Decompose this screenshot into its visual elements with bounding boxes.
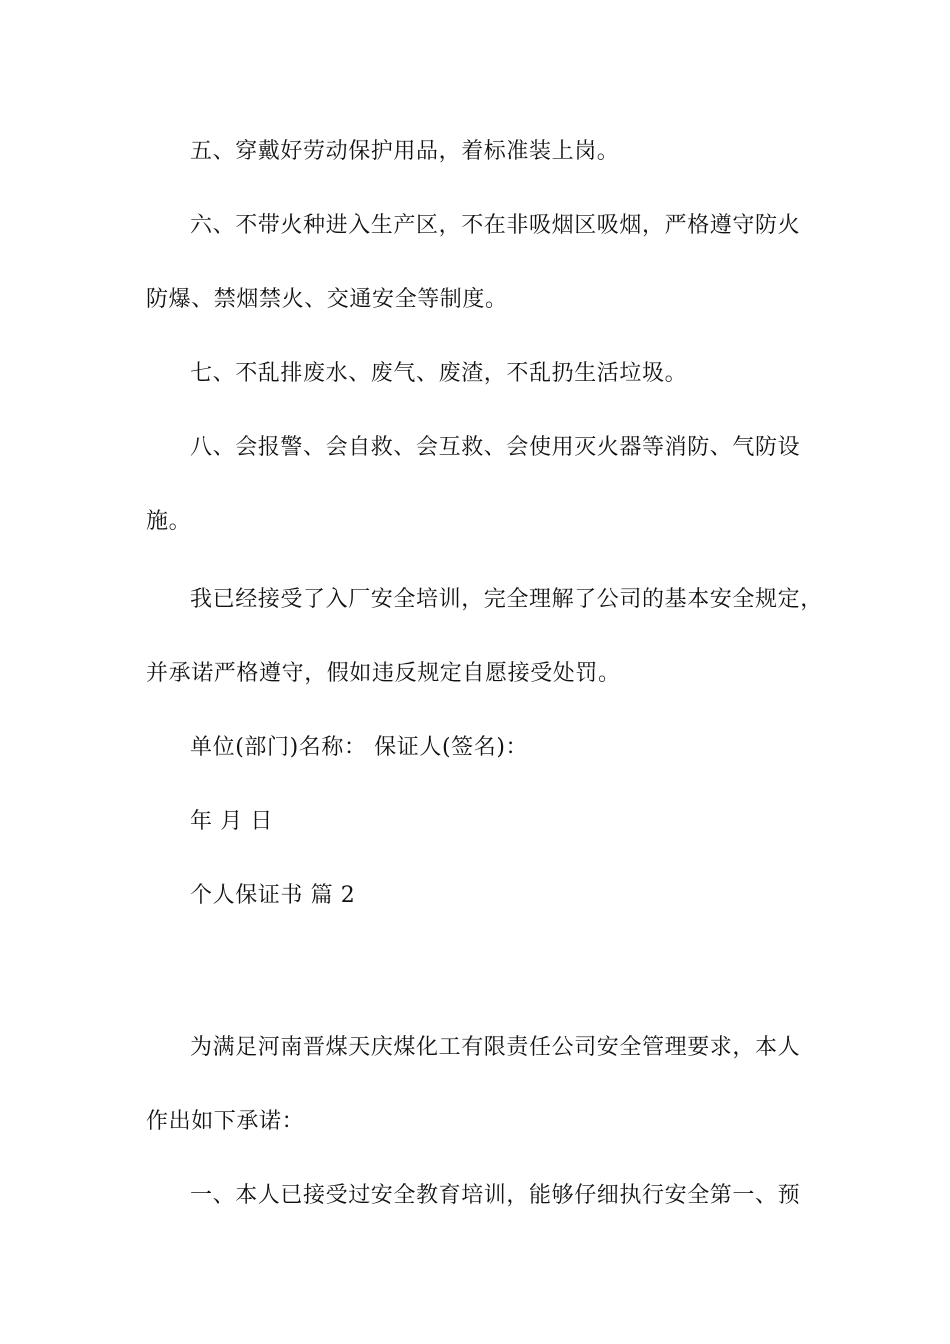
paragraph-line: 六、不带火种进入生产区，不在非吸烟区吸烟，严格遵守防火 xyxy=(190,213,801,238)
paragraph-line: 八、会报警、会自救、会互救、会使用灭火器等消防、气防设 xyxy=(190,435,801,460)
paragraph-line: 施。 xyxy=(146,509,192,534)
paragraph-line: 一、本人已接受过安全教育培训，能够仔细执行安全第一、预 xyxy=(190,1183,801,1208)
paragraph-line: 并承诺严格遵守，假如违反规定自愿接受处罚。 xyxy=(146,661,621,686)
paragraph-line: 为满足河南晋煤天庆煤化工有限责任公司安全管理要求，本人 xyxy=(190,1035,801,1060)
paragraph-line: 五、穿戴好劳动保护用品，着标准装上岗。 xyxy=(190,139,620,164)
signature-fields-line: 单位(部门)名称： 保证人(签名)： xyxy=(190,735,529,760)
paragraph-line: 防爆、禁烟禁火、交通安全等制度。 xyxy=(146,287,508,312)
paragraph-line: 七、不乱排废水、废气、废渣，不乱扔生活垃圾。 xyxy=(190,361,688,386)
paragraph-line: 作出如下承诺： xyxy=(146,1109,305,1134)
paragraph-line: 我已经接受了入厂安全培训，完全理解了公司的基本安全规定， xyxy=(190,587,823,612)
date-line: 年 月 日 xyxy=(190,809,273,834)
section-heading: 个人保证书 篇 2 xyxy=(190,883,356,908)
